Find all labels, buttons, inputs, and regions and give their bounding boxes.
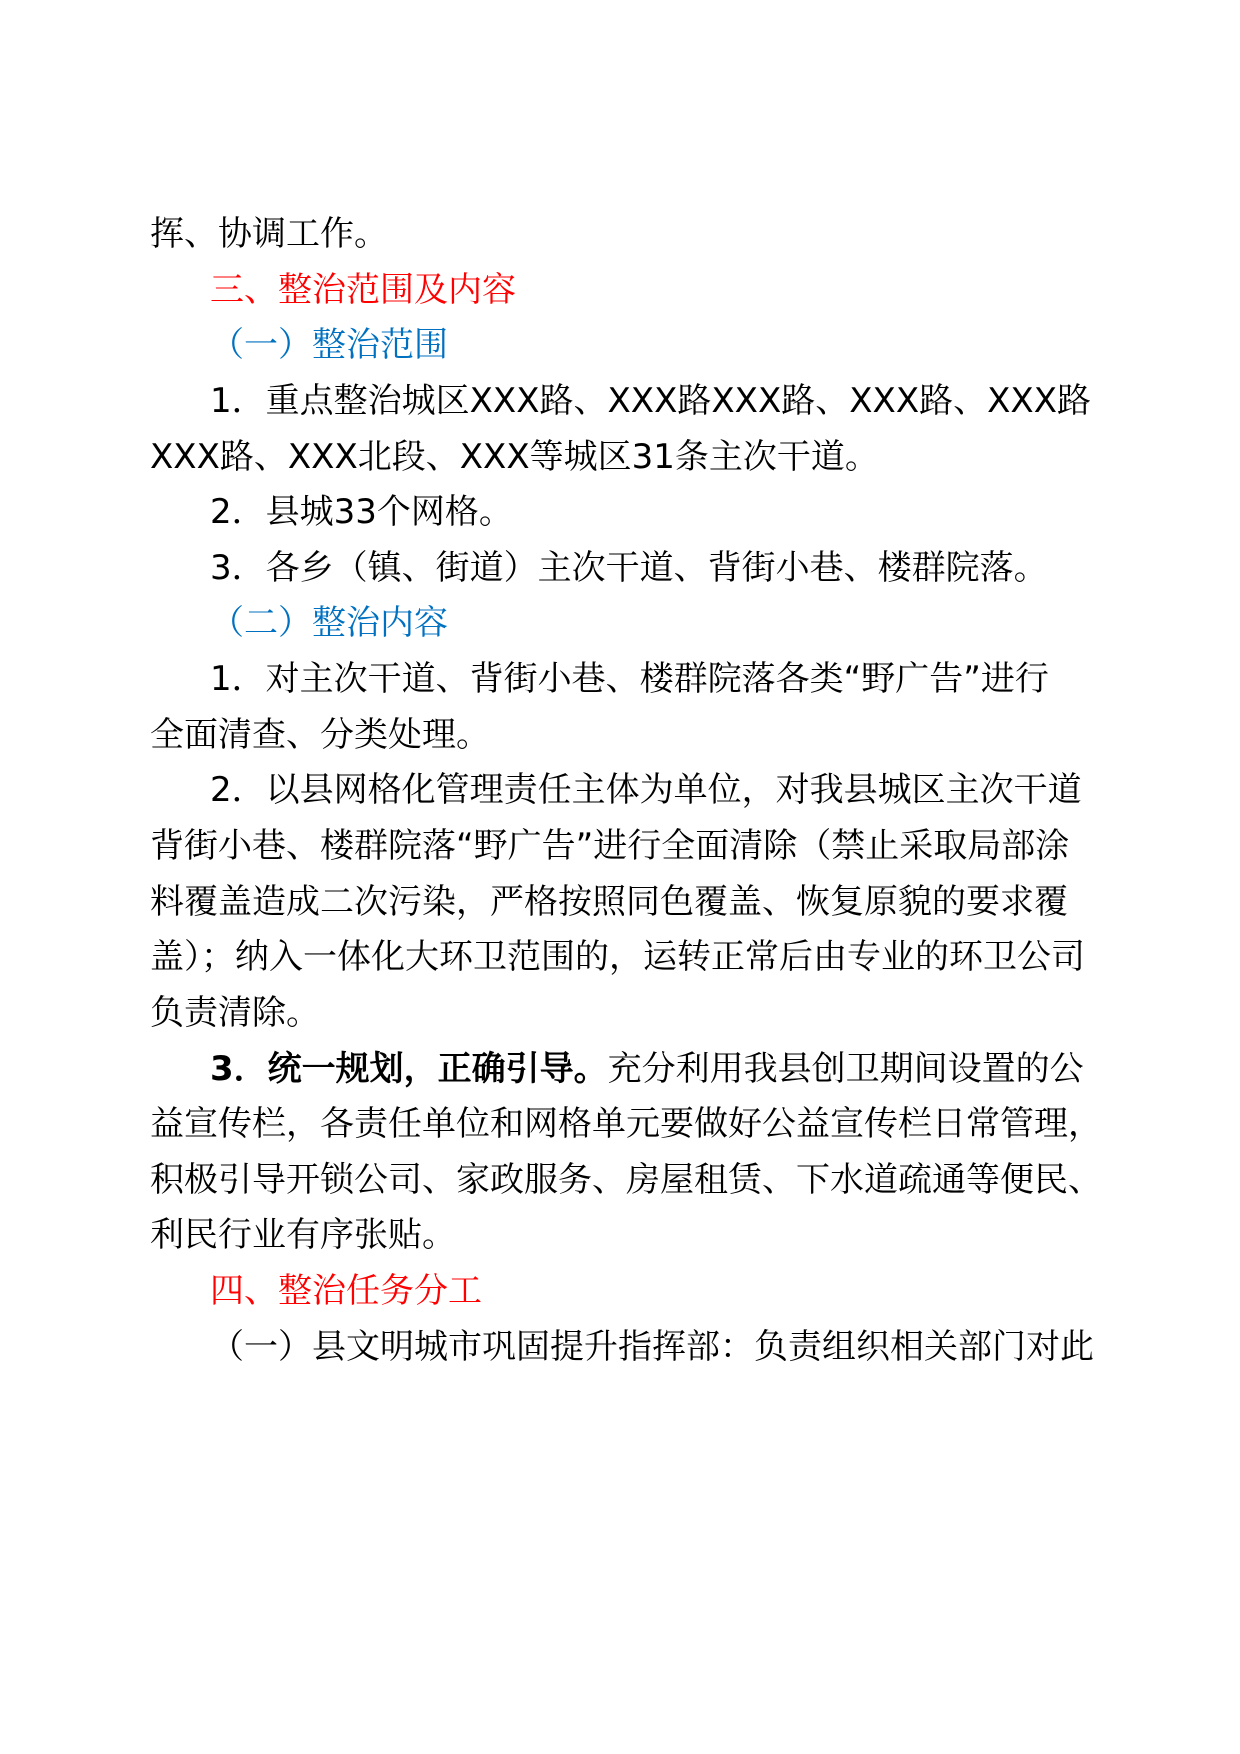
body-text-line: 负责清除。 [150, 993, 320, 1033]
body-text-line: 2．以县网格化管理责任主体为单位，对我县城区主次干道 [210, 770, 1082, 810]
body-text-line: （一）县文明城市巩固提升指挥部：负责组织相关部门对此 [210, 1327, 1094, 1367]
body-text-line: 挥、协调工作。 [150, 214, 388, 254]
section-heading-4: 四、整治任务分工 [210, 1271, 482, 1311]
body-text-line: 1．重点整治城区XXX路、XXX路XXX路、XXX路、XXX路 [210, 381, 1092, 421]
body-text-line [210, 1038, 1084, 1100]
body-text-continuation: 充分利用我县创卫期间设置的公 [607, 1049, 1084, 1089]
subsection-heading-content: （二）整治内容 [210, 603, 448, 643]
body-text-line: 全面清查、分类处理。 [150, 715, 490, 755]
body-text-line: 背街小巷、楼群院落“野广告”进行全面清除（禁止采取局部涂 [150, 826, 1070, 866]
section-heading-3: 三、整治范围及内容 [210, 270, 516, 310]
body-text-line: 积极引导开锁公司、家政服务、房屋租赁、下水道疏通等便民、 [150, 1160, 1102, 1200]
body-text-line: 盖）；纳入一体化大环卫范围的，运转正常后由专业的环卫公司 [150, 937, 1085, 977]
body-text-line: 料覆盖造成二次污染，严格按照同色覆盖、恢复原貌的要求覆 [150, 882, 1068, 922]
body-text-line: 益宣传栏，各责任单位和网格单元要做好公益宣传栏日常管理， [150, 1104, 1102, 1144]
body-text-line: 2．县城33个网格。 [210, 492, 513, 532]
body-text-line: 1．对主次干道、背街小巷、楼群院落各类“野广告”进行 [210, 659, 1049, 699]
body-text-line: XXX路、XXX北段、XXX等城区31条主次干道。 [150, 437, 879, 477]
body-text-line: 3．各乡（镇、街道）主次干道、背街小巷、楼群院落。 [210, 548, 1048, 588]
body-text-line: 利民行业有序张贴。 [150, 1215, 456, 1255]
subsection-heading-scope: （一）整治范围 [210, 325, 448, 365]
bold-lead-in: 3．统一规划，正确引导。 [210, 1049, 608, 1089]
